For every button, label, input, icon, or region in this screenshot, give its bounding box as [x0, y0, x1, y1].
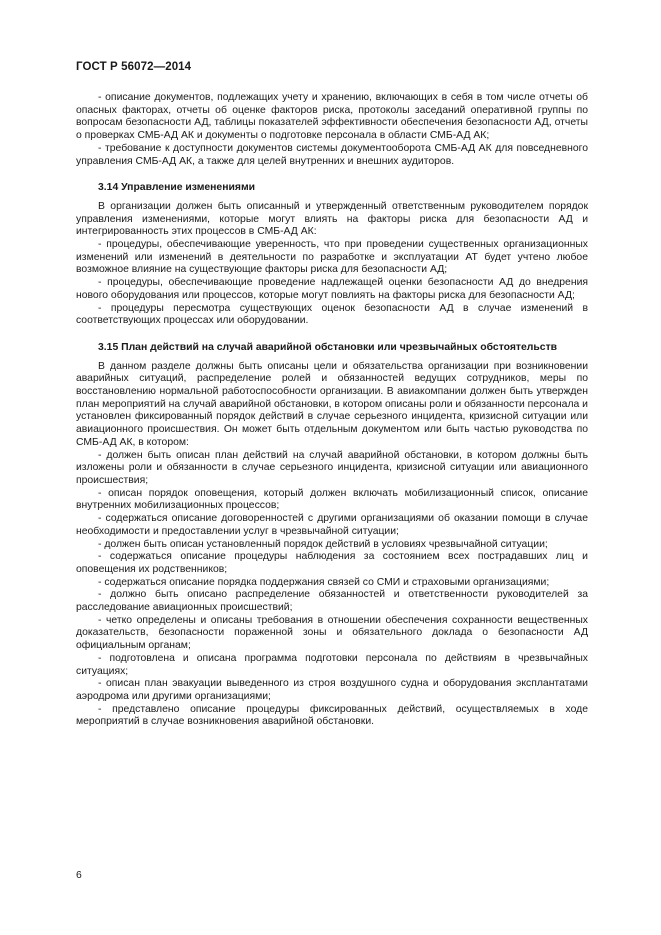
paragraph: - четко определены и описаны требования в отношении обеспечения сохранности вещественных доказательств, безопасности пораженной зоны и обязательного доклада о безопасности АД официальным органам; — [76, 614, 588, 652]
paragraph: - содержаться описание договоренностей с другими организациями об оказании помощи в случае необходимости и предоставлении услуг в чрезвычайной ситуации; — [76, 513, 588, 537]
paragraph: - процедуры, обеспечивающие проведение надлежащей оценки безопасности АД до внедрения нового оборудования или процессов, которые могут повлиять на факторы риска для безопасности АД; — [76, 277, 588, 301]
paragraph: - представлено описание процедуры фиксированных действий, осуществляемых в ходе мероприятий в случае возникновения аварийной обстановки. — [76, 703, 588, 728]
paragraph: В данном разделе должны быть описаны цели и обязательства организации при возникновении аварийных ситуаций, распределение ролей и обязанностей ведущих сотрудников, меры по восстановлению нормальной работоспособности организации. В авиакомпании должен быть утвержден план мероприятий на случай аварийной обстановки, в котором описаны роли и обязанности персонала и установлен фиксированный порядок действий в случае серьезного инцидента, кризисной ситуации или авиационного происшествия. Он может быть отдельным документом или быть частью руководства по СМБ-АД АК, в котором: — [76, 360, 588, 448]
paragraph: - процедуры, обеспечивающие уверенность, что при проведении существенных организационных изменений или изменений в деятельности по разработке и эксплуатации АТ будет учтено любое возможное влияние на существующие факторы риска для безопасности АД; — [76, 239, 588, 276]
paragraph: - должно быть описано распределение обязанностей и ответственности руководителей за расследование авиационных происшествий; — [76, 589, 588, 614]
paragraph: - содержаться описание порядка поддержания связей со СМИ и страховыми организациями; — [98, 576, 550, 588]
paragraph: - описан порядок оповещения, который должен включать мобилизационный список, описание внутренних мобилизационных процессов; — [76, 487, 588, 512]
document-header: ГОСТ Р 56072—2014 — [76, 61, 192, 73]
paragraph: - требование к доступности документов системы документооборота СМБ-АД АК для повседневного управления СМБ-АД АК, а также для целей внутренних и внешних аудиторов. — [76, 142, 588, 167]
paragraph: В организации должен быть описанный и утвержденный ответственным руководителем порядок управления изменениями, которые могут влиять на факторы риска для безопасности АД и интегрированность этих процессов в СМБ-АД АК: — [76, 200, 588, 238]
paragraph: - должен быть описан установленный порядок действий в условиях чрезвычайной ситуации; — [98, 538, 548, 550]
section-heading-3-14: 3.14 Управление изменениями — [98, 182, 256, 194]
paragraph: - процедуры пересмотра существующих оценок безопасности АД в случае изменений в соответствующих процессах или оборудовании. — [76, 302, 588, 327]
paragraph: - должен быть описан план действий на случай аварийной обстановки, в котором должны быть изложены роли и обязанности в случае серьезного инцидента, кризисной ситуации или авиационного происшествия; — [76, 449, 588, 486]
paragraph: - описание документов, подлежащих учету и хранению, включающих в себя в том числе отчеты об опасных факторах, отчеты об оценке факторов риска, протоколы заседаний оперативной группы по вопросам безопасности АД, таблицы показателей эффективности обеспечения безопасности АД, отчеты о проверках СМБ-АД АК и документы о подготовке персонала в области СМБ-АД АК; — [76, 92, 588, 142]
section-heading-3-15: 3.15 План действий на случай аварийной обстановки или чрезвычайных обстоятельств — [98, 341, 558, 353]
paragraph: - подготовлена и описана программа подготовки персонала по действиям в чрезвычайных ситуациях; — [76, 652, 588, 677]
paragraph: - описан план эвакуации выведенного из строя воздушного судна и оборудования эксплантатами аэродрома или другими организациями; — [76, 678, 588, 702]
paragraph: - содержаться описание процедуры наблюдения за состоянием всех пострадавших лиц и оповещения их родственников; — [76, 551, 588, 575]
document-body — [76, 92, 588, 729]
page-number: 6 — [76, 870, 82, 881]
